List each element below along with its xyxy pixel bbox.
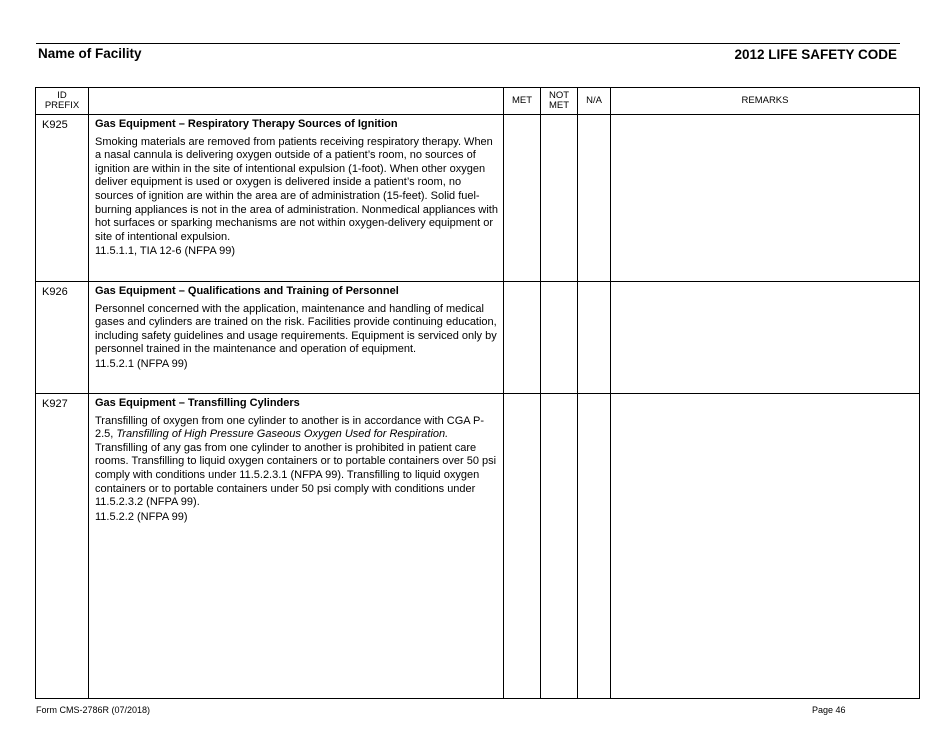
- facility-name-label: Name of Facility: [38, 46, 142, 61]
- not-met-header-line1: NOT: [548, 89, 570, 101]
- id-header-line1: ID: [57, 89, 67, 101]
- na-cell[interactable]: [578, 282, 611, 394]
- row-description: [89, 282, 504, 394]
- description-header: [89, 88, 504, 115]
- row-description: [89, 394, 504, 699]
- header-rule: [36, 43, 900, 44]
- not-met-cell[interactable]: [541, 282, 578, 394]
- row-body: Smoking materials are removed from patients receiving respiratory therapy. When a nasal cannula is delivering oxygen outside of a patient’s room, no sources of ignition are within in the site of intentional expulsion (1-foot). When other oxygen deliver equipment is used or oxygen is delivered inside a patient’s room, no sources of ignition are within the area are of administration (15-feet). Solid fuel-burning appliances is not in the area of administration. Nonmedical appliances with hot surfaces or sparking mechanisms are not within oxygen-delivery equipment or site of intentional expulsion.: [95, 135, 498, 243]
- na-cell[interactable]: [578, 394, 611, 699]
- row-id: K927: [36, 394, 89, 699]
- na-cell[interactable]: [578, 115, 611, 282]
- remarks-cell[interactable]: [611, 282, 920, 394]
- met-cell[interactable]: [504, 115, 541, 282]
- na-header: N/A: [578, 88, 611, 115]
- row-body: [95, 415, 498, 510]
- table-row: [36, 282, 920, 394]
- row-reference: 11.5.2.1 (NFPA 99): [95, 357, 188, 370]
- survey-table: [35, 87, 920, 699]
- row-title: Gas Equipment – Qualifications and Training of Personnel: [95, 285, 399, 297]
- table-header-row: [36, 88, 920, 115]
- row-reference: 11.5.1.1, TIA 12-6 (NFPA 99): [95, 245, 236, 258]
- row-body-italic: Transfilling of High Pressure Gaseous Oxygen Used for Respiration.: [116, 428, 449, 441]
- row-body-part1: Transfilling of oxygen from one cylinder to another is in accordance with CGA P-2.5,: [95, 414, 485, 441]
- table-row: [36, 394, 920, 699]
- not-met-header-line2: MET: [548, 100, 570, 111]
- row-id: K925: [36, 115, 89, 282]
- form-number: Form CMS-2786R (07/2018): [36, 705, 151, 715]
- row-reference: 11.5.2.2 (NFPA 99): [95, 510, 188, 523]
- row-title: Gas Equipment – Respiratory Therapy Sources of Ignition: [95, 118, 398, 130]
- not-met-cell[interactable]: [541, 115, 578, 282]
- page-number: Page 46: [812, 705, 846, 715]
- code-title: 2012 LIFE SAFETY CODE: [734, 47, 897, 62]
- row-description: [89, 115, 504, 282]
- id-header-line2: PREFIX: [44, 100, 80, 111]
- row-body: Personnel concerned with the application, maintenance and handling of medical gases and cylinders are trained on the risk. Facilities provide continuing education, including safety guidelines and usage requirements. Equipment is serviced only by personnel trained in the maintenance and operation of equipment.: [95, 302, 497, 356]
- row-id: K926: [36, 282, 89, 394]
- not-met-header: [541, 88, 578, 115]
- met-cell[interactable]: [504, 282, 541, 394]
- remarks-cell[interactable]: [611, 115, 920, 282]
- id-prefix-header: [36, 88, 89, 115]
- remarks-cell[interactable]: [611, 394, 920, 699]
- table-row: [36, 115, 920, 282]
- met-cell[interactable]: [504, 394, 541, 699]
- row-title: Gas Equipment – Transfilling Cylinders: [95, 397, 300, 409]
- met-header: MET: [504, 88, 541, 115]
- row-body-part2: Transfilling of any gas from one cylinder to another is prohibited in patient care rooms. Transfilling to liquid oxygen containers or to portable containers over 50 psi comply with conditions under 11.5.2.3.1 (NFPA 99). Transfilling to liquid oxygen containers or to portable containers under 50 psi comply with conditions under 11.5.2.3.2 (NFPA 99).: [95, 441, 497, 509]
- not-met-cell[interactable]: [541, 394, 578, 699]
- remarks-header: REMARKS: [611, 88, 920, 115]
